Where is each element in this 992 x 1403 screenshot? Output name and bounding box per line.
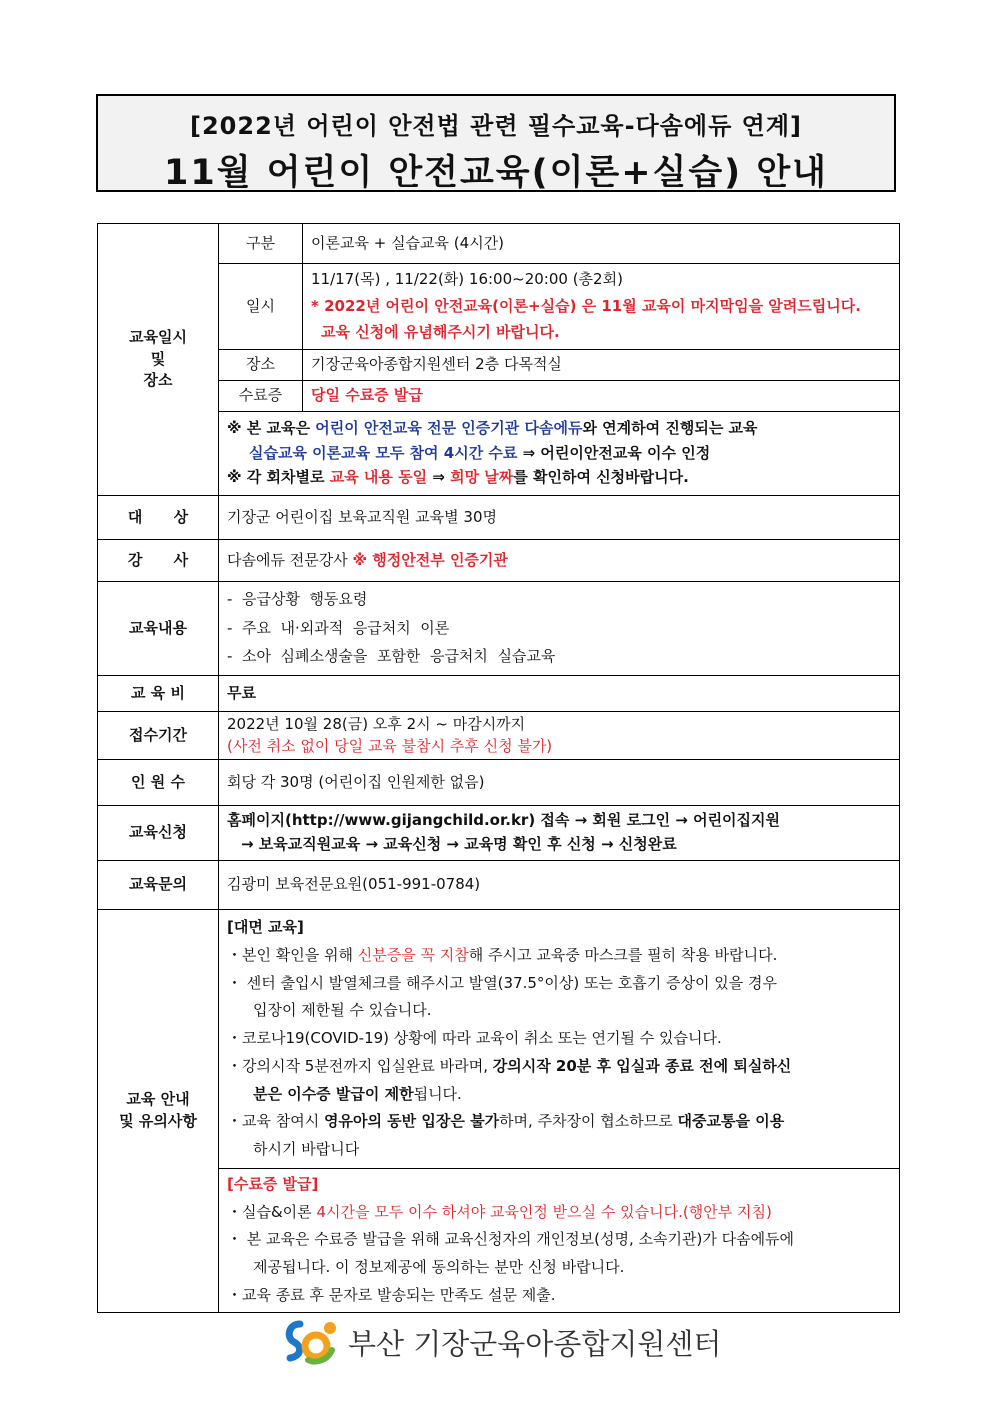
capacity-value: 회당 각 30명 (어린이집 인원제한 없음) <box>219 760 900 806</box>
period-label: 접수기간 <box>98 712 219 760</box>
schedule-label-3: 장소 <box>143 371 173 390</box>
place-label: 장소 <box>219 350 303 381</box>
guide-bullet: ・ 센터 출입시 발열체크를 해주시고 발열(37.5°이상) 또는 호흡기 증상이 있을 경우 <box>227 973 777 992</box>
title-box <box>96 94 896 192</box>
last-session-notice: * 2022년 어린이 안전교육(이론+실습) 은 11월 교육이 마지막임을 알려드립니다. <box>311 296 861 315</box>
b1-c: 해 주시고 교육중 마스크를 필히 착용 바랍니다. <box>468 945 778 964</box>
b1-b: 신분증을 꼭 지참 <box>357 945 469 964</box>
guide-bullet <box>227 1108 891 1136</box>
instructor-cert: ※ 행정안전부 인증기관 <box>352 550 508 569</box>
note2-a: 실습교육 이론교육 모두 참여 4시간 수료 <box>249 443 518 462</box>
b4-b: 강의시작 20분 후 입실과 종료 전에 퇴실하신 <box>492 1056 792 1075</box>
certificate-value: 당일 수료증 발급 <box>303 381 900 412</box>
guide-label-1: 교육 안내 <box>126 1090 190 1108</box>
guide-bullet: ・코로나19(COVID-19) 상황에 따라 교육이 취소 또는 연기될 수 있습니다. <box>227 1029 722 1047</box>
type-value: 이론교육 + 실습교육 (4시간) <box>303 224 900 264</box>
title-line2: 11월 어린이 안전교육(이론+실습) 안내 <box>164 153 828 193</box>
apply-line2: → 보육교직원교육 → 교육신청 → 교육명 확인 후 신청 → 신청완료 <box>241 835 677 853</box>
center-name: 부산 기장군육아종합지원센터 <box>348 1327 722 1361</box>
b5-b: 영유아의 동반 입장은 불가 <box>324 1112 500 1131</box>
content-cell <box>219 582 900 676</box>
info-table <box>97 223 900 1313</box>
schedule-label-1: 교육일시 <box>129 327 187 346</box>
content-item: - 소아 심폐소생술을 포함한 응급처치 실습교육 <box>227 647 556 666</box>
note3-e: 를 확인하여 신청바랍니다. <box>513 468 689 487</box>
title-line1: [2022년 어린이 안전법 관련 필수교육-다솜에듀 연계] <box>190 112 802 140</box>
note2-b: ⇒ 어린이안전교육 이수 인정 <box>517 443 711 462</box>
certificate-title: [수료증 발급] <box>227 1174 319 1193</box>
period-cell <box>219 712 900 760</box>
datetime-label: 일시 <box>219 264 303 350</box>
apply-cell <box>219 806 900 861</box>
b5-a: ・교육 참여시 <box>227 1112 324 1131</box>
b5-c: 하며, 주차장이 협소하므로 <box>499 1112 678 1131</box>
apply-line1: 홈페이지(http://www.gijangchild.or.kr) 접속 → 회원 로그인 → 어린이집지원 <box>227 811 781 830</box>
certificate-label: 수료증 <box>219 381 303 412</box>
inquiry-value: 김광미 보육전문요원(051-991-0784) <box>219 861 900 910</box>
schedule-label-2: 및 <box>150 349 166 368</box>
guide-bullet <box>227 1199 891 1227</box>
datetime-value: 11/17(목) , 11/22(화) 16:00~20:00 (총2회) <box>311 269 623 288</box>
instructor-cell <box>219 540 900 582</box>
schedule-notes <box>219 412 900 496</box>
note-line1 <box>227 418 891 440</box>
guide-section-inperson <box>219 910 900 1169</box>
note-line2 <box>227 443 891 465</box>
note3-d: 희망 날짜 <box>450 468 514 487</box>
note1-c: 와 연계하여 진행되는 교육 <box>582 418 758 437</box>
datetime-cell <box>303 264 900 350</box>
instructor-label: 강 사 <box>98 540 219 582</box>
place-value: 기장군육아종합지원센터 2층 다목적실 <box>303 350 900 381</box>
guide-bullet-cont: 하시기 바랍니다 <box>253 1140 360 1158</box>
guide-bullet <box>227 1053 891 1081</box>
apply-notice: 교육 신청에 유념해주시기 바랍니다. <box>321 323 560 342</box>
fee-label: 교 육 비 <box>98 676 219 712</box>
guide-section-certificate <box>219 1168 900 1312</box>
instructor-value: 다솜에듀 전문강사 <box>227 550 353 569</box>
guide-bullet <box>227 942 891 970</box>
capacity-label: 인 원 수 <box>98 760 219 806</box>
type-label: 구분 <box>219 224 303 264</box>
inquiry-label: 교육문의 <box>98 861 219 910</box>
guide-bullet: ・교육 종료 후 문자로 발송되는 만족도 설문 제출. <box>227 1285 556 1304</box>
guide-bullet-cont: 입장이 제한될 수 있습니다. <box>253 1001 432 1020</box>
inperson-title: [대면 교육] <box>227 918 304 936</box>
c1-b: 4시간을 모두 이수 하셔야 교육인정 받으실 수 있습니다.(행안부 지침) <box>316 1202 772 1221</box>
guide-bullet-cont <box>227 1081 891 1109</box>
content-label: 교육내용 <box>98 582 219 676</box>
period-value: 2022년 10월 28(금) 오후 2시 ~ 마감시까지 <box>227 714 526 733</box>
b4-a: ・강의시작 5분전까지 입실완료 바라며, <box>227 1056 493 1075</box>
guide-label-2: 및 유의사항 <box>119 1111 197 1130</box>
content-item: - 주요 내·외과적 응급처치 이론 <box>227 618 450 637</box>
guide-label <box>98 910 219 1313</box>
b5-d: 대중교통을 이용 <box>677 1112 785 1131</box>
fee-value: 무료 <box>219 676 900 712</box>
center-logo-icon <box>280 1316 340 1366</box>
note1-b: 어린이 안전교육 전문 인증기관 다솜에듀 <box>315 418 583 437</box>
b1-a: ・본인 확인을 위해 <box>227 945 358 964</box>
note-line3 <box>227 467 891 489</box>
note3-b: 교육 내용 동일 <box>329 468 428 487</box>
content-item: - 응급상황 행동요령 <box>227 589 368 608</box>
guide-bullet: ・ 본 교육은 수료증 발급을 위해 교육신청자의 개인정보(성명, 소속기관)가 다솜에듀에 <box>227 1230 795 1249</box>
b4-d: 됩니다. <box>413 1084 462 1103</box>
note3-c: ⇒ <box>427 468 451 487</box>
note1-a: ※ 본 교육은 <box>227 418 316 437</box>
period-warning: (사전 취소 없이 당일 교육 불참시 추후 신청 불가) <box>227 736 553 755</box>
target-label: 대 상 <box>98 496 219 540</box>
guide-bullet-cont: 제공됩니다. 이 정보제공에 동의하는 분만 신청 바랍니다. <box>253 1258 625 1276</box>
b4-c: 분은 이수증 발급이 제한 <box>253 1084 414 1103</box>
note3-a: ※ 각 회차별로 <box>227 468 330 487</box>
footer <box>280 1316 750 1366</box>
target-value: 기장군 어린이집 보육교직원 교육별 30명 <box>219 496 900 540</box>
schedule-label <box>98 224 219 496</box>
apply-label: 교육신청 <box>98 806 219 861</box>
c1-a: ・실습&이론 <box>227 1202 317 1221</box>
